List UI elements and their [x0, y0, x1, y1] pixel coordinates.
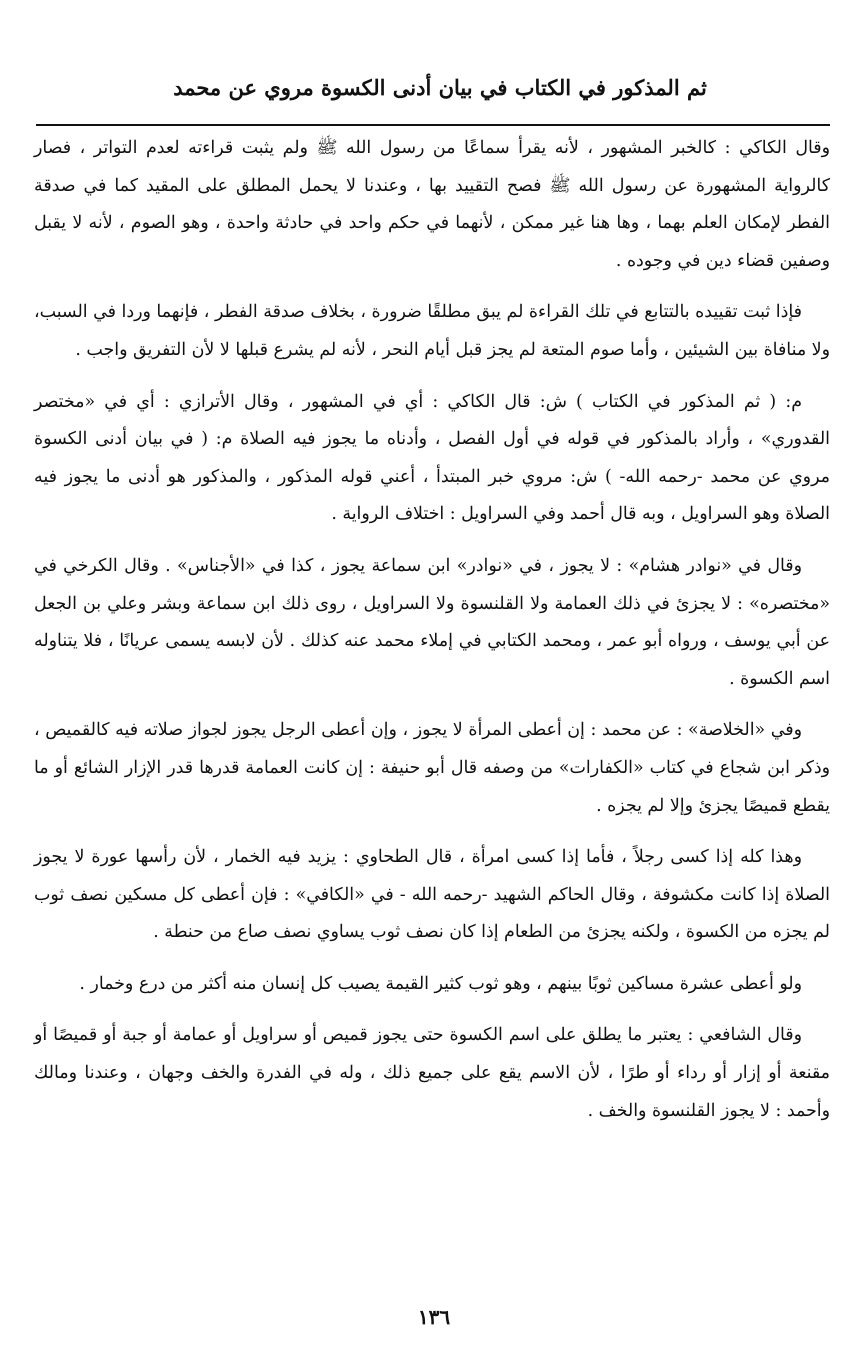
running-head: ثم المذكور في الكتاب في بيان أدنى الكسوة مروي عن محمد	[173, 75, 707, 100]
paragraph: وقال الشافعي : يعتبر ما يطلق على اسم الكسوة حتى يجوز قميص أو سراويل أو عمامة أو جبة أو قميصًا أو مقنعة أو إزار أو رداء أو طرًا ، لأن الاسم يقع على جميع ذلك ، وله في الفدرة والخف وجهان ، وعندنا ومالك وأحمد : لا يجوز القلنسوة والخف .	[34, 1025, 830, 1121]
paragraph: ولو أعطى عشرة مساكين ثوبًا بينهم ، وهو ثوب كثير القيمة يصيب كل إنسان منه أكثر من درع وخمار .	[79, 973, 802, 994]
paragraph: فإذا ثبت تقييده بالتتابع في تلك القراءة لم يبق مطلقًا ضرورة ، بخلاف صدقة الفطر ، فإنهما وردا في السبب، ولا منافاة بين الشيئين ، وأما صوم المتعة لم يجز قبل أيام النحر ، لأنه لم يشرع قبلها لا لأن التفريق واجب .	[34, 302, 830, 360]
paragraph: وقال الكاكي : كالخبر المشهور ، لأنه يقرأ سماعًا من رسول الله ﷺ ولم يثبت قراءته لعدم التواتر ، فصار كالرواية المشهورة عن رسول الله ﷺ فصح التقييد بها ، وعندنا لا يحمل المطلق على المقيد كما في صدقة الفطر لإمكان العلم بهما ، وها هنا غير ممكن ، لأنهما في حكم واحد في حادثة واحدة ، وهو الصوم ، لأنه لا يقبل وصفين قضاء دين في وجوده .	[34, 138, 830, 271]
header-rule	[36, 124, 830, 126]
paragraph: وفي «الخلاصة» : عن محمد : إن أعطى المرأة لا يجوز ، وإن أعطى الرجل يجوز لجواز صلاته فيه كالقميص ، وذكر ابن شجاع في كتاب «الكفارات» من وصفه قال أبو حنيفة : إن كانت العمامة قدرها قدر الإزار الشائع أو ما يقطع قميصًا يجزئ وإلا لم يجزه .	[34, 720, 830, 816]
body-text	[34, 130, 830, 1144]
paragraph: وقال في «نوادر هشام» : لا يجوز ، في «نوادر» ابن سماعة يجوز ، كذا في «الأجناس» . وقال الكرخي في «مختصره» : لا يجزئ في ذلك العمامة ولا القلنسوة ولا السراويل ، روى ذلك ابن سماعة وبشر وعلي بن الجعل عن أبي يوسف ، ورواه أبو عمر ، ومحمد الكتابي في إملاء محمد عنه كذلك . لأن لابسه يسمى عريانًا ، فلا يتناوله اسم الكسوة .	[34, 555, 830, 689]
page-number: ١٣٦	[417, 1305, 451, 1329]
paragraph: وهذا كله إذا كسى رجلاً ، فأما إذا كسى امرأة ، قال الطحاوي : يزيد فيه الخمار ، لأن رأسها عورة لا يجوز الصلاة إذا كانت مكشوفة ، وقال الحاكم الشهيد -رحمه الله - في «الكافي» : فإن أعطى كل مسكين نصف ثوب لم يجزه من الكسوة ، ولكنه يجزئ من الطعام إذا كان نصف ثوب يساوي نصف صاع من حنطة .	[34, 847, 830, 943]
paragraph: م: ( ثم المذكور في الكتاب ) ش: قال الكاكي : أي في المشهور ، وقال الأترازي : أي في «مختصر القدوري» ، وأراد بالمذكور في قوله في أول الفصل ، وأدناه ما يجوز فيه الصلاة م: ( في بيان أدنى الكسوة مروي عن محمد -رحمه الله- ) ش: مروي خبر المبتدأ ، أعني قوله المذكور ، والمذكور هو أدنى ما يجوز فيه الصلاة وهو السراويل ، وبه قال أحمد وفي السراويل : اختلاف الرواية .	[34, 391, 830, 525]
